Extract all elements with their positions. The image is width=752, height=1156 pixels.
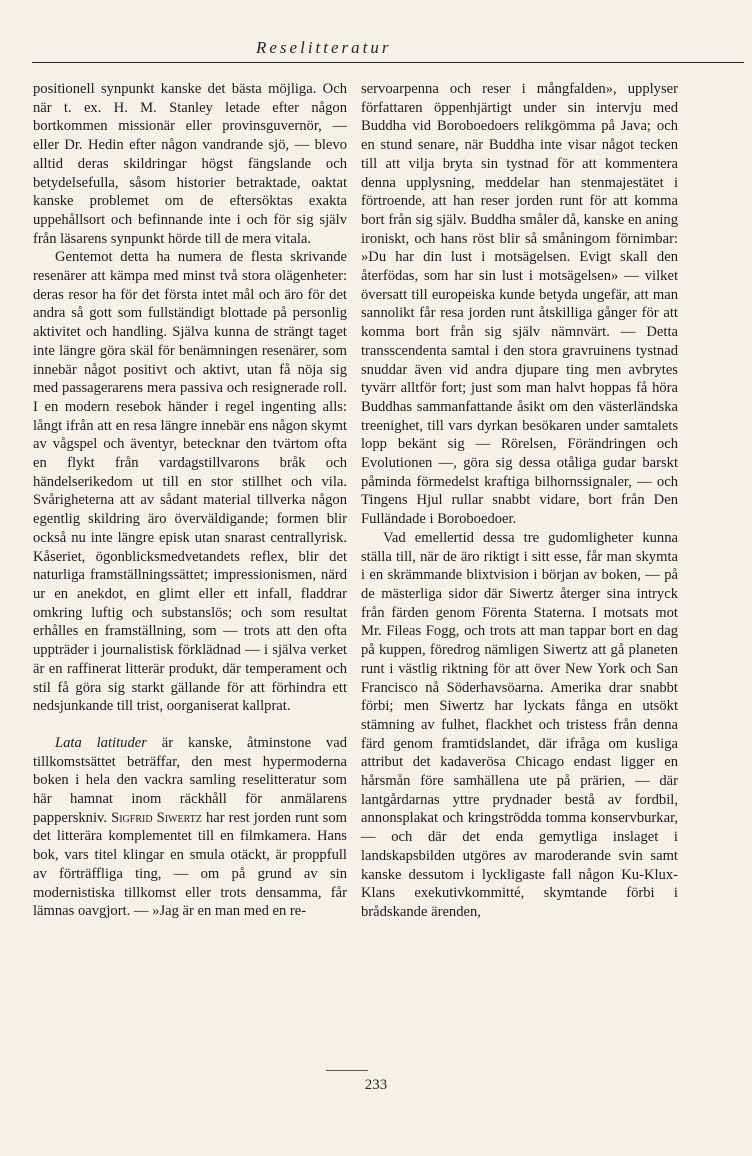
left-column (33, 80, 347, 921)
header-rule (32, 62, 744, 63)
left-paragraph-2: Gentemot detta ha numera de flesta skrivande resenärer att kämpa med minst två stora olägenheter: deras resor ha för det första intet mål och äro för det andra så gott som fullständigt blottade på personlig aktivitet och handling. Själva kunna de strängt taget inte längre göra skäl för benämningen resenärer, som innebär något positivt och aktivt, utan få nöja sig med passagerarens mera passiva och resignerade roll. I en modern resebok händer i regel ingenting alls: långt ifrån att en resa längre innebär ens någon skymt av vågspel och äventyr, betecknar den tvärtom ofta en flykt från vardagstillvarons bråk och händelserikedom ut till en stor stillhet och vila. Svårigheterna att av sådant material tillverka någon egentlig skildring äro överväldigande; formen blir också nu inte längre episk utan snarast centrallyrisk. Kåseriet, ögonblicksmedvetandets reflex, blir det naturliga framställningssättet; impressionismen, närd ur en anekdot, en glimt eller ett infall, fladdrar omkring luftig och substanslös; och som resultat erhålles en framställning, som — trots att den ofta uppträder i journalistisk förklädnad — i själva verket är en raffinerat litterär produkt, där temperament och stil få göra sig starkt gällande för att förhindra ett nedsjunkande till trist, oorganiserat kallprat. (33, 249, 347, 715)
book-title: Lata latituder (55, 734, 147, 751)
author-name: Sigfrid Siwertz (111, 809, 202, 826)
left-paragraph-1: positionell synpunkt kanske det bästa möjliga. Och när t. ex. H. M. Stanley letade efter någon bortkommen missionär eller provinsguvernör, — eller Dr. Hedin efter någon vandrande sjö, — blevo alltid deras skildringar högst fängslande och betydelsefulla, såsom historier betraktade, oaktat kanske problemet om de eftersöktas exakta uppehållsort och befinnande inte i och för sig själv från läsarens synpunkt hörde till de mera vitala. (33, 81, 347, 247)
left-paragraph-3 (33, 734, 347, 921)
right-paragraph-2: Vad emellertid dessa tre gudomligheter kunna ställa till, när de äro riktigt i sitt esse, får man skymta i en skrämmande blixtvision i början av boken, — på de mästerliga sidor där Siwertz återger sina intryck från färden genom Förenta Staterna. I motsats mot Mr. Fileas Fogg, och trots att man tappar bort en dag på kuppen, föredrog nämligen Siwertz att gå planeten runt i västlig riktning för att över New York och San Francisco nå Söderhavsöarna. Amerika drar snabbt förbi; men Siwertz har lyckats fånga en utsökt stämning av fulhet, flackhet och tristess från denna färd genom framtidslandet, där ifråga om kusliga attribut det kadaverösa Chicago endast ligger en hårsmån före samhällena ute på prärien, — där lantgårdarnas yttre prydnader bestå av fordbil, annonsplakat och kringströdda tomma konservburkar, — och där det enda gemytliga inslaget i landskapsbilden utgöres av maroderande svin samt kanske dessutom i lyckligaste fall någon Ku-Klux-Klans exekutivkommitté, skymtande förbi i brådskande ärenden, (361, 529, 678, 920)
running-title: Reselitteratur (256, 38, 392, 57)
left-paragraph-3-text-b: har rest jorden runt som det litterära komplementet till en filmkamera. Hans bok, vars titel klingar en smula otäckt, är proppfull av förträffliga ting, — om på grund av sin modernistiska tillkomst eller trots densamma, får lämnas oavgjort. — »Jag är en man med en re- (33, 809, 347, 920)
page-number: 233 (364, 1077, 388, 1093)
footer-rule (326, 1070, 368, 1071)
left-paragraph-3-text-a: är kanske, åtminstone vad tillkomstsättet beträffar, den mest hypermoderna boken i hela den vackra samling reselitteratur som här hamnat inom räckhåll för anmälarens papperskniv. (33, 734, 347, 826)
right-paragraph-1: servoarpenna och reser i mångfalden», upplyser författaren öppenhjärtigt under sin intervju med Buddha vid Boroboedoers relikgömma på Java; och en stund senare, när Buddha inte visar något tecken till att vilja bryta sin tystnad för att kommentera denna upplysning, meddelar han stenmajestätet i förtroende, att han reser jorden runt för att komma bort från sig själv. Buddha småler då, kanske en aning ironiskt, och hans röst blir så småningom förnimbar: »Du har din lust i motsägelsen. Evigt skall den återfödas, som har sin lust i motsägelsen» — vilket översatt till europeiska kunde betyda ungefär, att man sannolikt får resa jorden runt åtskilliga gånger för att komma bort från sig själv nämnvärt. — Detta transscendenta samtal i den stora gravruinens tystnad snuddar även vid andra djupare ting men avbrytes tyvärr alltför fort; just som man halvt hoppas få höra Buddhas sammanfattande åsikt om den västerländska treenighet, till vars dyrkan besökaren under samtalets lopp bekänt sig — Rörelsen, Förändringen och Evolutionen —, göra sig dessa otåliga gudar barskt påminda förmedelst kraftiga bilhornssignaler, — och Tingens Hjul rullar snabbt vidare, bort från Den Fulländade i Boroboedoer. (361, 81, 678, 528)
right-column (361, 80, 678, 922)
